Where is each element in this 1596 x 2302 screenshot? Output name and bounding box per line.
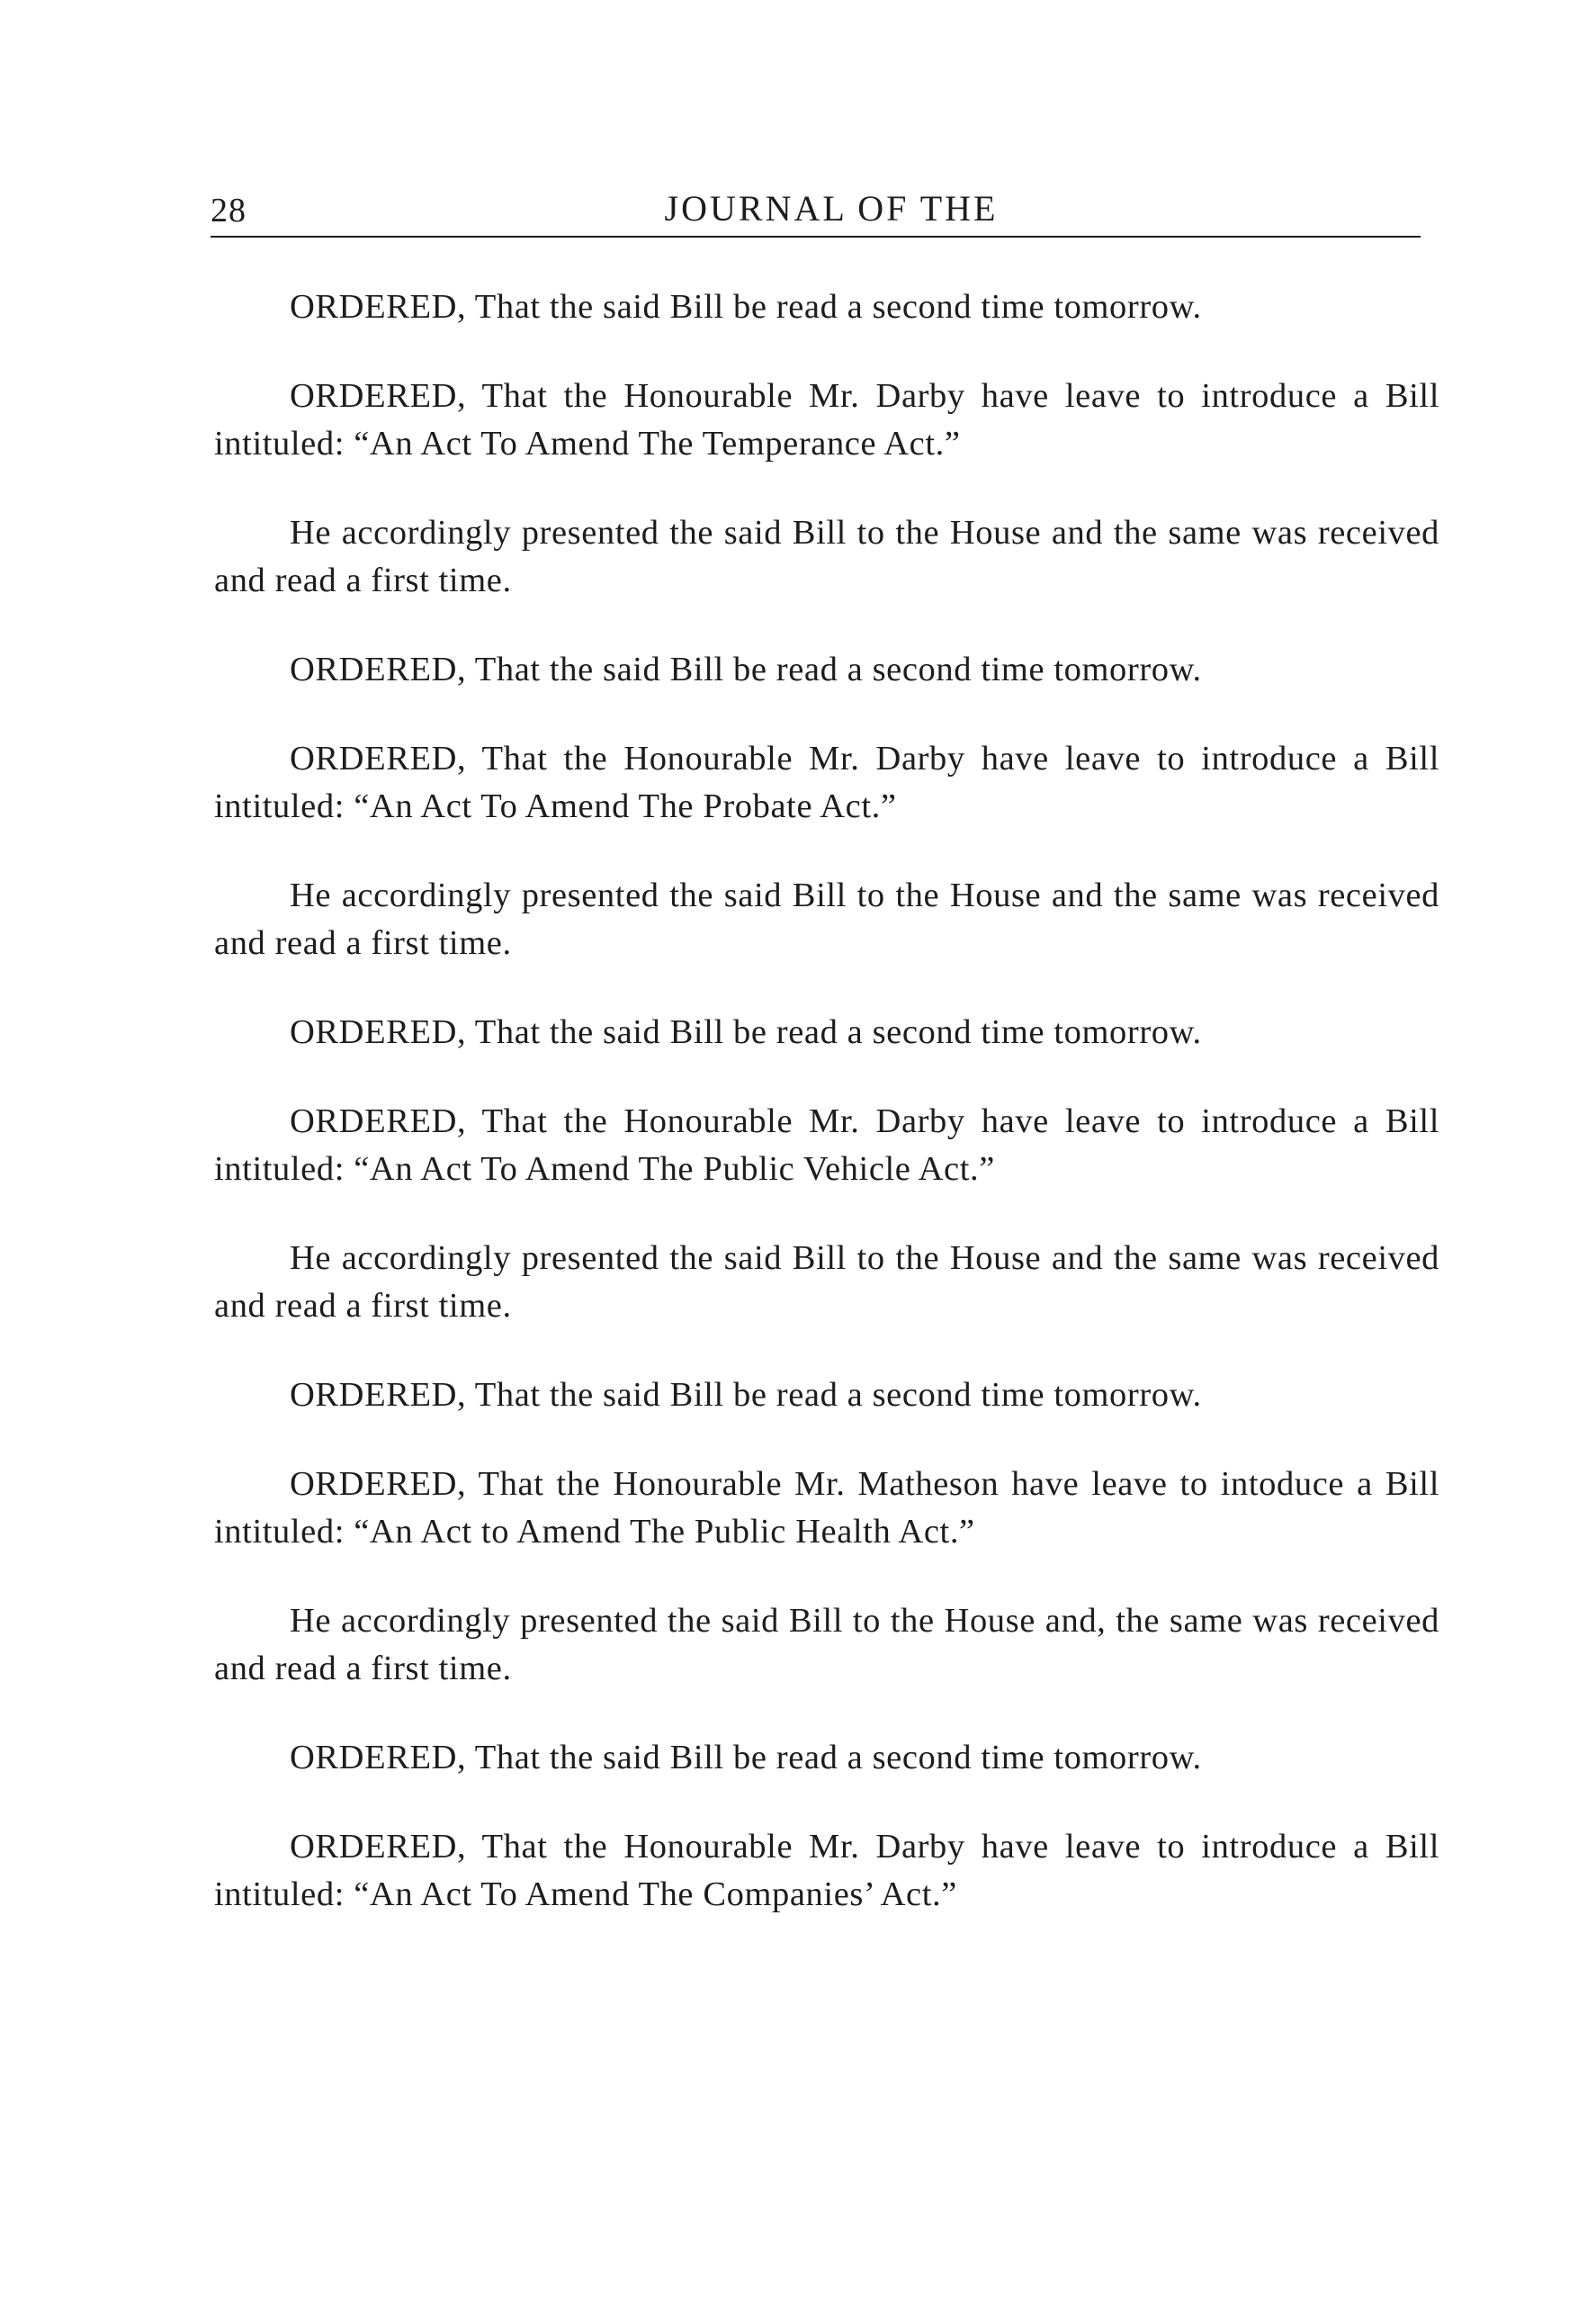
paragraph: He accordingly presented the said Bill to the House and the same was received and read a first time. <box>214 877 1439 962</box>
page-header <box>211 180 1421 243</box>
paragraph: ORDERED, That the Honourable Mr. Darby have leave to introduce a Bill intituled: “An Act To Amend The Public Vehicle Act.” <box>214 1102 1439 1188</box>
paragraph: He accordingly presented the said Bill to the House and the same was received and read a first time. <box>214 514 1439 599</box>
paragraph: ORDERED, That the Honourable Mr. Darby have leave to introduce a Bill intituled: “An Act To Amend The Probate Act.” <box>214 740 1439 825</box>
paragraph: ORDERED, That the Honourable Mr. Matheson have leave to intoduce a Bill intituled: “An Act to Amend The Public Health Act.” <box>214 1465 1439 1551</box>
paragraph: ORDERED, That the said Bill be read a second time tomorrow. <box>290 288 1202 326</box>
paragraph: ORDERED, That the said Bill be read a second time tomorrow. <box>290 1739 1202 1776</box>
page-number: 28 <box>211 192 247 229</box>
paragraph: He accordingly presented the said Bill to the House and the same was received and read a first time. <box>214 1239 1439 1325</box>
paragraph: ORDERED, That the said Bill be read a second time tomorrow. <box>290 651 1202 688</box>
running-head: JOURNAL OF THE <box>664 188 999 229</box>
paragraph: ORDERED, That the said Bill be read a second time tomorrow. <box>290 1376 1202 1414</box>
paragraph: ORDERED, That the Honourable Mr. Darby have leave to introduce a Bill intituled: “An Act To Amend The Companies’ Act.” <box>214 1828 1439 1913</box>
paragraph: He accordingly presented the said Bill to the House and, the same was received and read a first time. <box>214 1602 1439 1687</box>
paragraph: ORDERED, That the said Bill be read a second time tomorrow. <box>290 1013 1202 1051</box>
header-rule <box>211 236 1421 238</box>
page-body <box>214 283 1439 1960</box>
paragraph: ORDERED, That the Honourable Mr. Darby have leave to introduce a Bill intituled: “An Act To Amend The Temperance Act.” <box>214 377 1439 463</box>
